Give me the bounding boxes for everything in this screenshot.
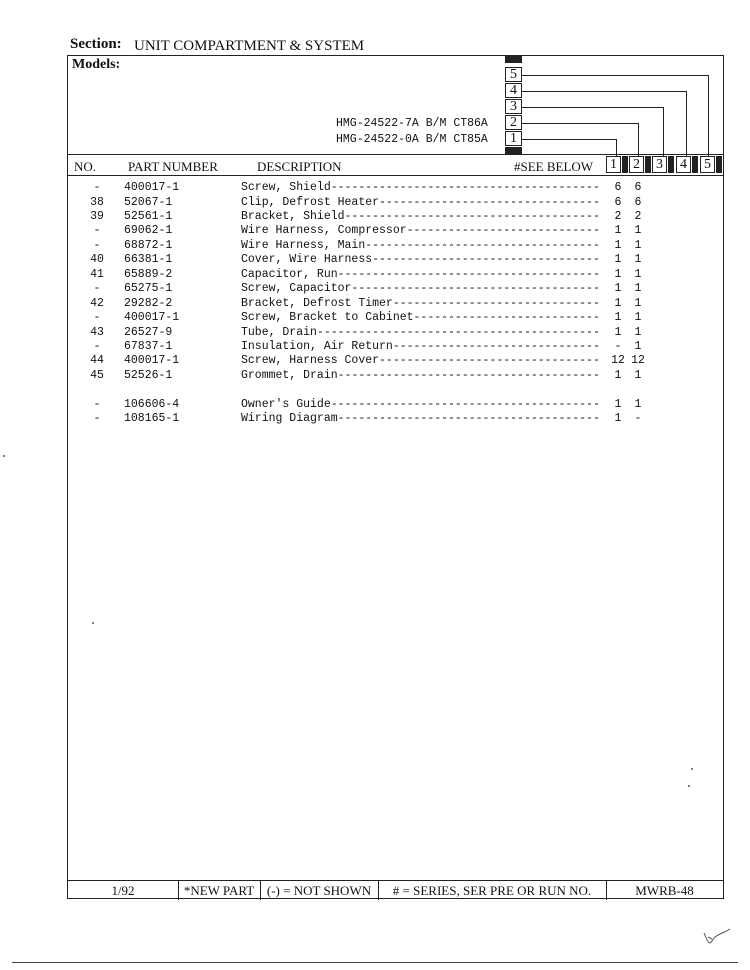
row-qty-2: 1 xyxy=(634,326,642,339)
row-qty-2: 1 xyxy=(634,297,642,310)
leader-line-4 xyxy=(522,91,686,92)
row-part-number: 52067-1 xyxy=(124,196,173,209)
row-qty-2: - xyxy=(634,412,642,425)
table-row xyxy=(68,239,725,254)
row-no: 41 xyxy=(90,268,104,281)
column-box-2: 2 xyxy=(629,156,644,173)
leader-line-1 xyxy=(522,139,616,140)
footer-series-note: # = SERIES, SER PRE OR RUN NO. xyxy=(378,881,607,900)
row-description: Bracket, Defrost Timer------------------------------ xyxy=(241,297,600,310)
row-description: Screw, Shield--------------------------------------- xyxy=(241,181,600,194)
row-no: 42 xyxy=(90,297,104,310)
row-qty-1: 1 xyxy=(614,268,622,281)
row-part-number: 65889-2 xyxy=(124,268,173,281)
row-no: 40 xyxy=(90,253,104,266)
table-row xyxy=(68,340,725,355)
leader-line-4-drop xyxy=(686,91,687,156)
row-description: Wire Harness, Main---------------------------------- xyxy=(241,239,600,252)
model-column-mark-top xyxy=(505,56,522,63)
model-column-box-5: 5 xyxy=(505,67,522,82)
leader-line-5-drop xyxy=(708,75,709,156)
table-row xyxy=(68,224,725,239)
footer-new-part: *NEW PART xyxy=(178,881,261,900)
row-description: Bracket, Shield------------------------------------- xyxy=(241,210,600,223)
row-part-number: 400017-1 xyxy=(124,311,180,324)
row-qty-1: 1 xyxy=(614,224,622,237)
row-part-number: 69062-1 xyxy=(124,224,173,237)
row-description: Owner's Guide--------------------------------------- xyxy=(241,398,600,411)
row-qty-1: 12 xyxy=(611,354,625,367)
header-no: NO. xyxy=(74,159,97,174)
scan-speck xyxy=(92,622,94,624)
row-description: Capacitor, Run-------------------------------------- xyxy=(241,268,600,281)
row-no: 38 xyxy=(90,196,104,209)
table-row xyxy=(68,354,725,369)
row-qty-2: 1 xyxy=(634,311,642,324)
row-no: 45 xyxy=(90,369,104,382)
row-no: 39 xyxy=(90,210,104,223)
column-box-3: 3 xyxy=(652,156,667,173)
section-title: UNIT COMPARTMENT & SYSTEM xyxy=(134,38,365,54)
row-qty-1: - xyxy=(614,340,622,353)
column-box-1: 1 xyxy=(606,156,621,173)
row-qty-2: 1 xyxy=(634,369,642,382)
table-row xyxy=(68,311,725,326)
table-row xyxy=(68,282,725,297)
row-no: 43 xyxy=(90,326,104,339)
column-mark-1 xyxy=(622,156,628,173)
row-description: Tube, Drain----------------------------------------- xyxy=(241,326,600,339)
row-no: - xyxy=(93,412,101,425)
row-qty-1: 1 xyxy=(614,369,622,382)
row-part-number: 26527-9 xyxy=(124,326,173,339)
row-qty-1: 1 xyxy=(614,253,622,266)
row-description: Grommet, Drain-------------------------------------- xyxy=(241,369,600,382)
row-qty-2: 1 xyxy=(634,282,642,295)
row-no: - xyxy=(93,181,101,194)
parts-list-frame xyxy=(67,55,724,899)
header-description: DESCRIPTION xyxy=(257,159,342,174)
row-qty-2: 1 xyxy=(634,224,642,237)
row-qty-1: 1 xyxy=(614,412,622,425)
row-part-number: 68872-1 xyxy=(124,239,173,252)
row-part-number: 400017-1 xyxy=(124,354,180,367)
scan-speck xyxy=(3,455,5,457)
section-label: Section: xyxy=(70,36,122,52)
footer-doc-code: MWRB-48 xyxy=(635,883,694,898)
header-rule-top xyxy=(68,154,723,155)
row-qty-1: 2 xyxy=(614,210,622,223)
row-no: - xyxy=(93,340,101,353)
table-row xyxy=(68,398,725,413)
row-qty-1: 1 xyxy=(614,239,622,252)
model-line-ct86a: HMG-24522-7A B/M CT86A xyxy=(336,117,488,130)
row-description: Cover, Wire Harness--------------------------------- xyxy=(241,253,600,266)
row-no: - xyxy=(93,224,101,237)
leader-line-2 xyxy=(522,123,638,124)
table-row xyxy=(68,253,725,268)
column-mark-5 xyxy=(716,156,722,173)
row-qty-2: 2 xyxy=(634,210,642,223)
row-qty-2: 1 xyxy=(634,268,642,281)
footer-not-shown: (-) = NOT SHOWN xyxy=(260,881,379,900)
row-qty-2: 1 xyxy=(634,253,642,266)
leader-line-3 xyxy=(522,107,663,108)
row-qty-1: 1 xyxy=(614,297,622,310)
row-part-number: 106606-4 xyxy=(124,398,180,411)
row-part-number: 66381-1 xyxy=(124,253,173,266)
row-part-number: 29282-2 xyxy=(124,297,173,310)
row-qty-1: 1 xyxy=(614,282,622,295)
row-no: - xyxy=(93,398,101,411)
column-box-4: 4 xyxy=(676,156,691,173)
table-row xyxy=(68,268,725,283)
row-qty-1: 1 xyxy=(614,326,622,339)
row-no: - xyxy=(93,311,101,324)
row-qty-2: 1 xyxy=(634,239,642,252)
leader-line-5 xyxy=(522,75,708,76)
row-description: Wire Harness, Compressor---------------------------- xyxy=(241,224,600,237)
row-part-number: 108165-1 xyxy=(124,412,180,425)
model-column-box-3: 3 xyxy=(505,99,522,114)
row-description: Screw, Harness Cover-------------------------------- xyxy=(241,354,600,367)
models-label: Models: xyxy=(72,57,121,72)
row-no: - xyxy=(93,282,101,295)
model-column-box-4: 4 xyxy=(505,83,522,98)
table-row xyxy=(68,210,725,225)
footer-date: 1/92 xyxy=(68,881,179,900)
row-qty-1: 1 xyxy=(614,398,622,411)
footer-bar xyxy=(68,880,723,900)
row-description: Clip, Defrost Heater-------------------------------- xyxy=(241,196,600,209)
header-rule-bottom xyxy=(68,175,723,176)
column-mark-2 xyxy=(645,156,651,173)
scan-speck xyxy=(691,768,693,770)
row-qty-1: 6 xyxy=(614,196,622,209)
row-qty-2: 1 xyxy=(634,340,642,353)
row-qty-2: 12 xyxy=(631,354,645,367)
table-row xyxy=(68,412,725,427)
row-qty-2: 1 xyxy=(634,398,642,411)
row-qty-2: 6 xyxy=(634,196,642,209)
model-column-box-1: 1 xyxy=(505,131,522,146)
table-row xyxy=(68,326,725,341)
row-description: Insulation, Air Return------------------------------ xyxy=(241,340,600,353)
header-see-below: #SEE BELOW xyxy=(514,159,594,174)
row-part-number: 67837-1 xyxy=(124,340,173,353)
row-no: 44 xyxy=(90,354,104,367)
table-row xyxy=(68,297,725,312)
row-qty-1: 6 xyxy=(614,181,622,194)
model-column-box-2: 2 xyxy=(505,115,522,130)
handwritten-mark-icon xyxy=(700,925,732,951)
model-line-ct85a: HMG-24522-0A B/M CT85A xyxy=(336,133,488,146)
row-part-number: 65275-1 xyxy=(124,282,173,295)
model-column-mark-bottom xyxy=(505,147,522,154)
row-part-number: 400017-1 xyxy=(124,181,180,194)
table-row xyxy=(68,196,725,211)
row-description: Wiring Diagram-------------------------------------- xyxy=(241,412,600,425)
row-qty-2: 6 xyxy=(634,181,642,194)
table-row xyxy=(68,369,725,384)
row-no: - xyxy=(93,239,101,252)
row-part-number: 52526-1 xyxy=(124,369,173,382)
row-qty-1: 1 xyxy=(614,311,622,324)
row-description: Screw, Bracket to Cabinet--------------------------- xyxy=(241,311,600,324)
leader-line-2-drop xyxy=(638,123,639,156)
table-row xyxy=(68,181,725,196)
leader-line-3-drop xyxy=(663,107,664,156)
column-box-5: 5 xyxy=(700,156,715,173)
row-part-number: 52561-1 xyxy=(124,210,173,223)
scan-speck xyxy=(688,785,690,787)
page-bottom-rule xyxy=(12,962,738,963)
header-part-number: PART NUMBER xyxy=(128,159,218,174)
row-description: Screw, Capacitor------------------------------------ xyxy=(241,282,600,295)
column-mark-4 xyxy=(692,156,698,173)
column-mark-3 xyxy=(668,156,674,173)
